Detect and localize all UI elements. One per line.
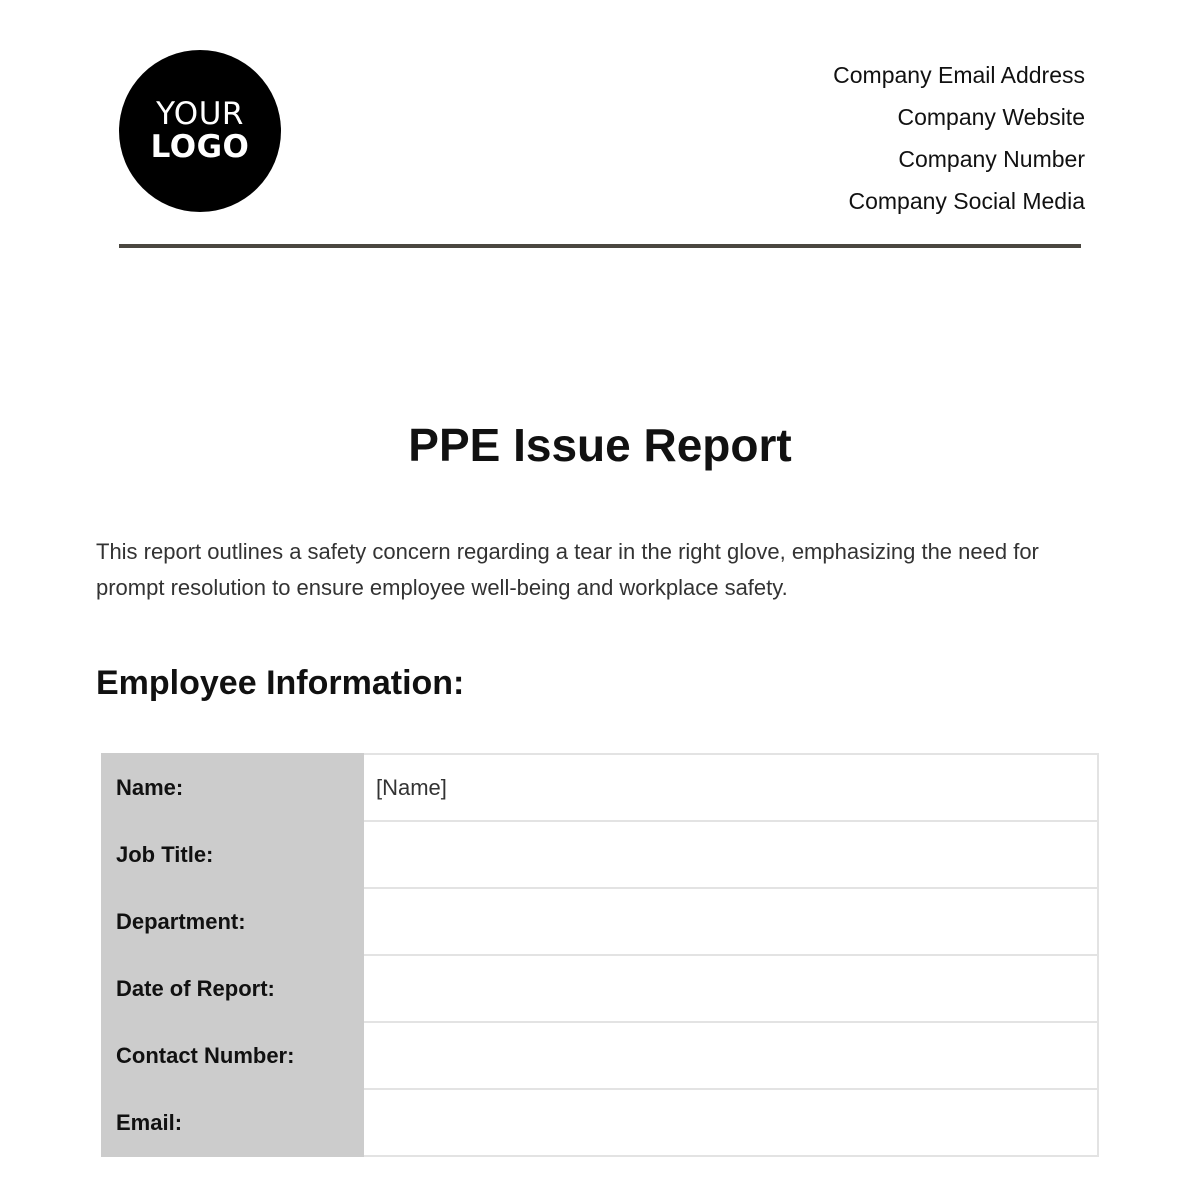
company-number: Company Number bbox=[898, 146, 1085, 172]
table-row-contact-number bbox=[102, 1022, 1098, 1089]
logo-text-logo: LOGO bbox=[150, 129, 250, 165]
employee-info-heading: Employee Information: bbox=[96, 664, 465, 702]
department-field[interactable] bbox=[363, 888, 1098, 955]
logo-text-your: YOUR bbox=[156, 95, 244, 132]
company-contact-block bbox=[833, 54, 1085, 222]
document-title: PPE Issue Report bbox=[408, 419, 792, 471]
header-divider bbox=[119, 244, 1081, 248]
table-row-email bbox=[102, 1089, 1098, 1156]
table-row-date-of-report bbox=[102, 955, 1098, 1022]
company-logo bbox=[119, 50, 281, 212]
company-website: Company Website bbox=[897, 104, 1085, 130]
date-of-report-label: Date of Report: bbox=[102, 955, 363, 1022]
company-social-media: Company Social Media bbox=[848, 188, 1085, 214]
company-email: Company Email Address bbox=[833, 62, 1085, 88]
intro-paragraph: This report outlines a safety concern regarding a tear in the right glove, emphasizing the need for prompt resolution to ensure employee well-being and workplace safety. bbox=[96, 539, 1039, 600]
email-field[interactable] bbox=[363, 1089, 1098, 1156]
email-label: Email: bbox=[102, 1089, 363, 1156]
name-field[interactable]: [Name] bbox=[363, 754, 1098, 821]
contact-number-label: Contact Number: bbox=[102, 1022, 363, 1089]
department-label: Department: bbox=[102, 888, 363, 955]
table-row-department bbox=[102, 888, 1098, 955]
job-title-field[interactable] bbox=[363, 821, 1098, 888]
employee-info-table bbox=[101, 753, 1099, 1157]
contact-number-field[interactable] bbox=[363, 1022, 1098, 1089]
table-row-name bbox=[102, 754, 1098, 821]
date-of-report-field[interactable] bbox=[363, 955, 1098, 1022]
table-row-job-title bbox=[102, 821, 1098, 888]
job-title-label: Job Title: bbox=[102, 821, 363, 888]
name-label: Name: bbox=[102, 754, 363, 821]
